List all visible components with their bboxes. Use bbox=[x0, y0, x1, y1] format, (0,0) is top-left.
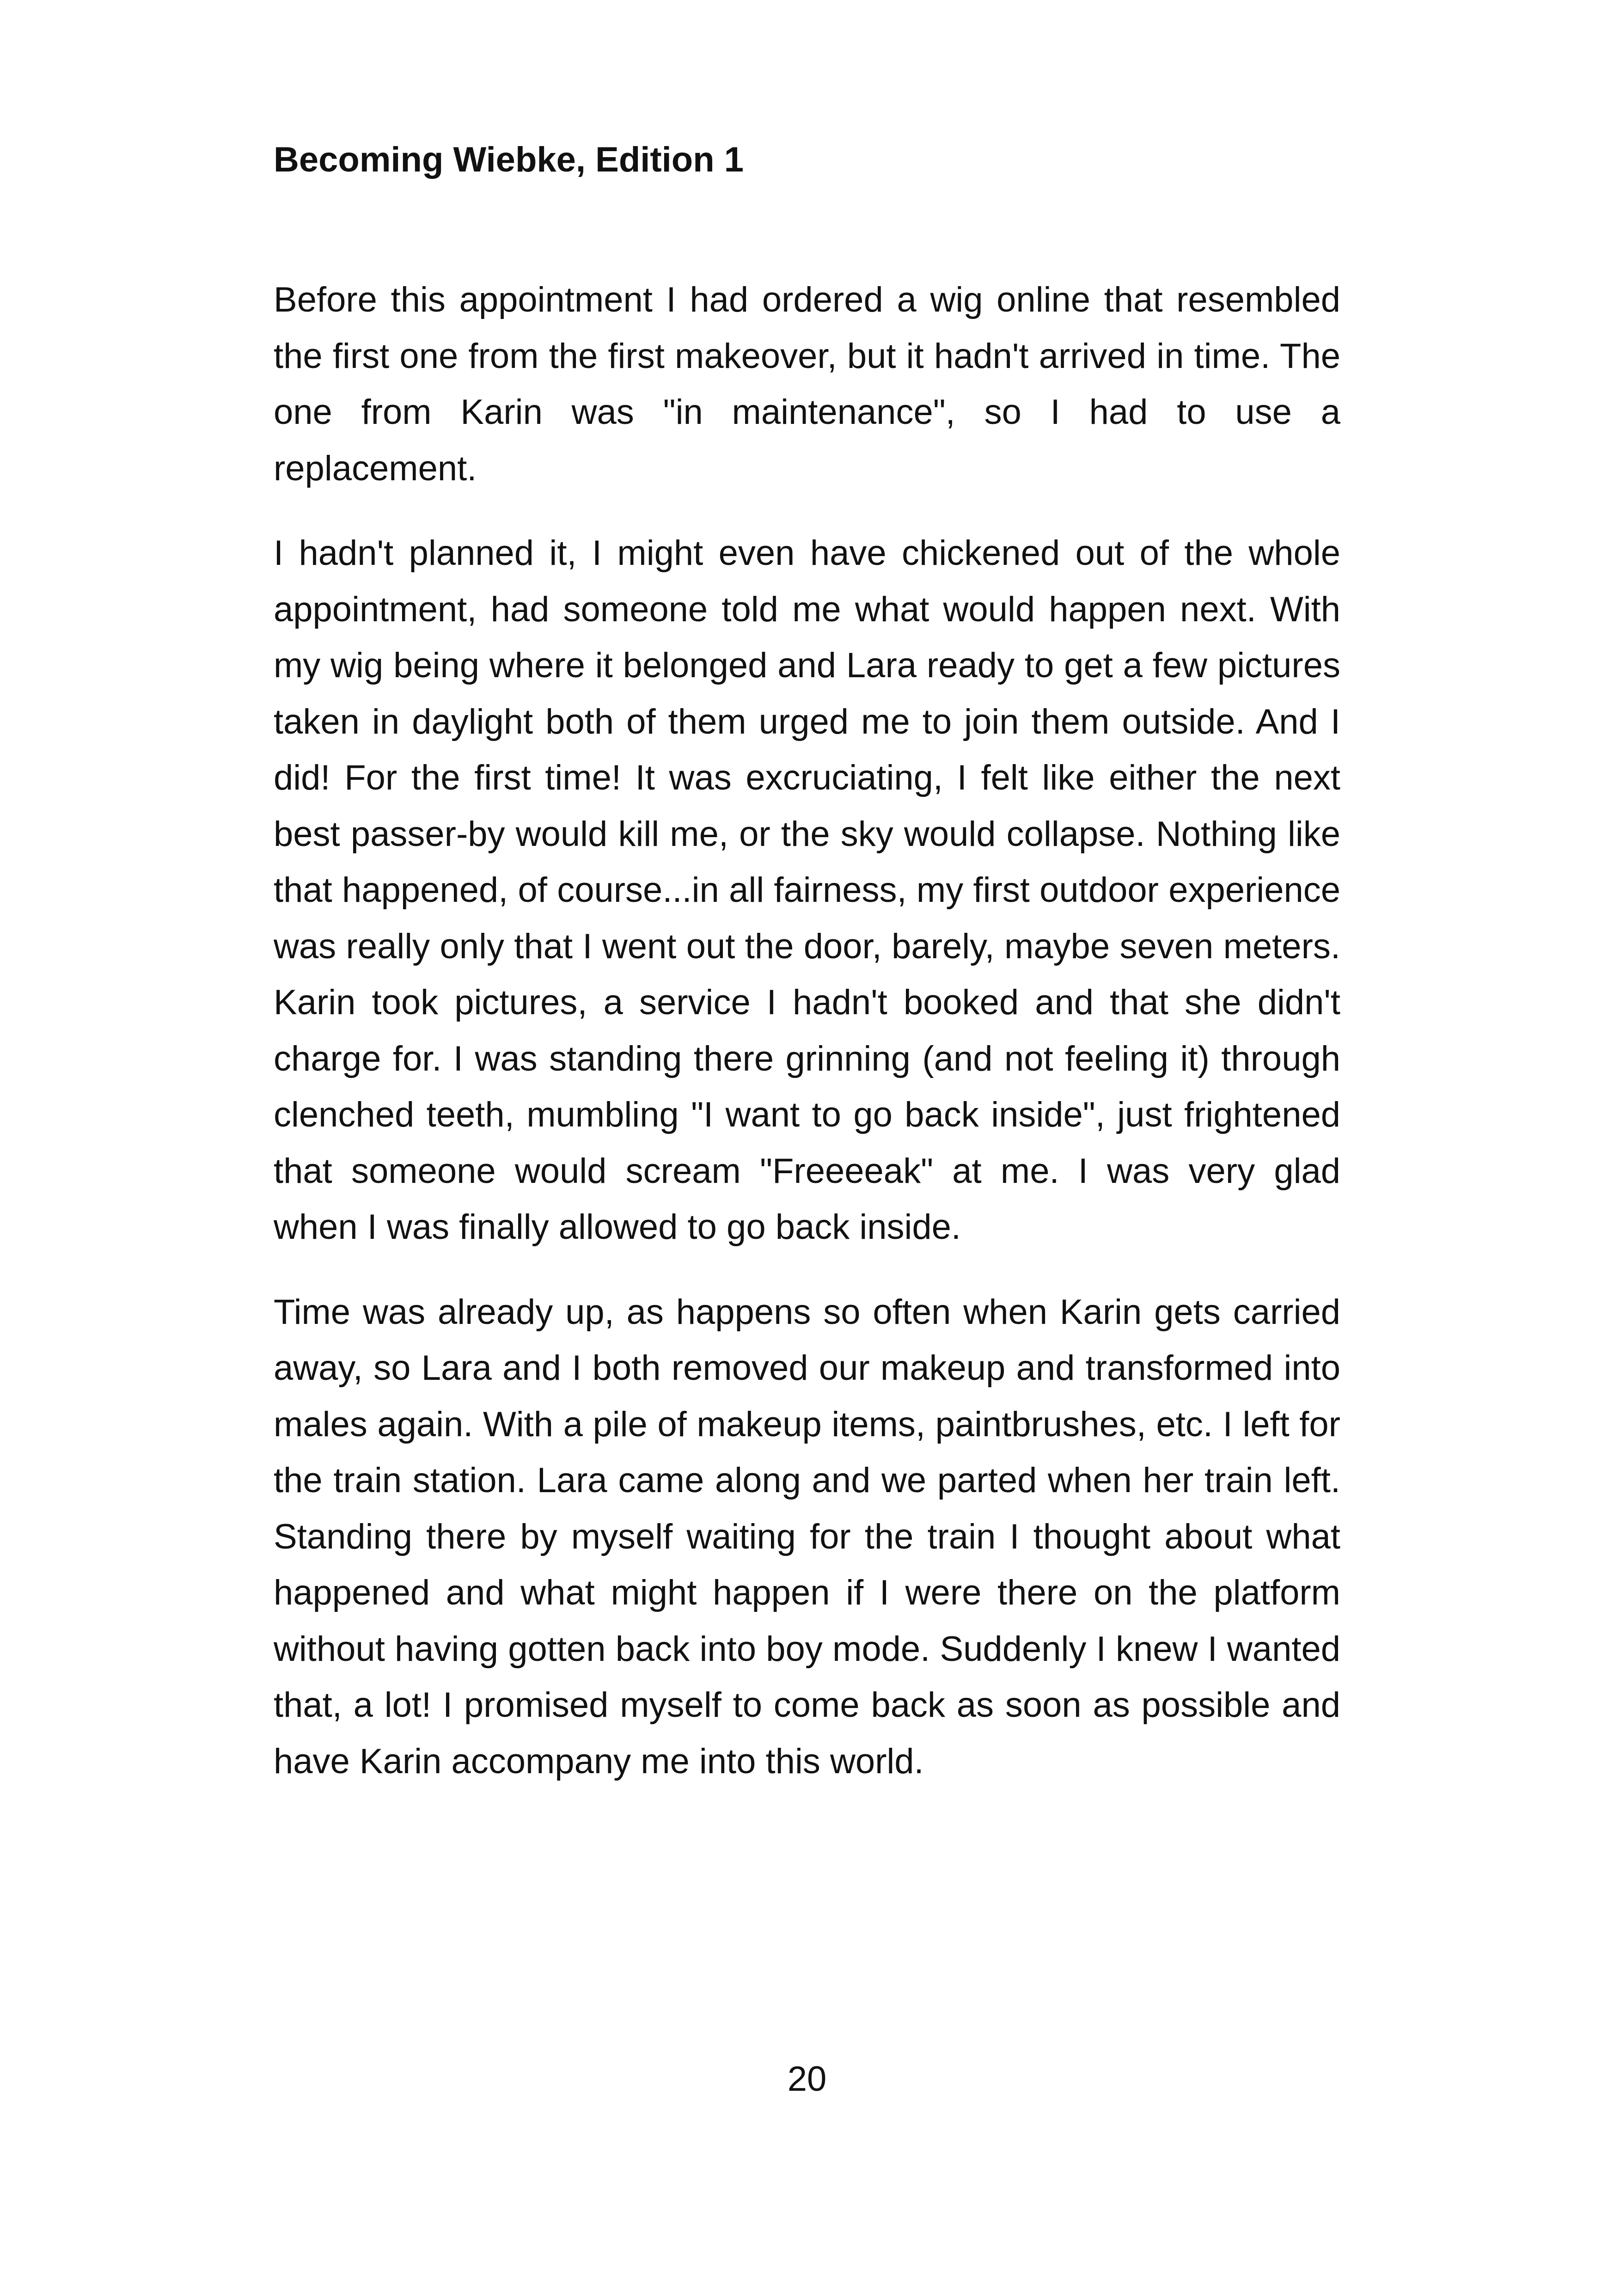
body-text bbox=[274, 272, 1340, 1818]
paragraph-3: Time was already up, as happens so often when Karin gets carried away, so Lara and I both removed our makeup and transformed into males again. With a pile of makeup items, paintbrushes, etc. I left for the train station. Lara came along and we parted when her train left. Standing there by myself waiting for the train I thought about what happened and what might happen if I were there on the platform without having gotten back into boy mode. Suddenly I knew I wanted that, a lot! I promised myself to come back as soon as possible and have Karin accompany me into this world. bbox=[274, 1292, 1340, 1781]
page-number: 20 bbox=[787, 2059, 827, 2099]
paragraph-2: I hadn't planned it, I might even have chickened out of the whole appointment, had someone told me what would happen next. With my wig being where it belonged and Lara ready to get a few pictures taken in daylight both of them urged me to join them outside. And I did! For the first time! It was excruciating, I felt like either the next best passer-by would kill me, or the sky would collapse. Nothing like that happened, of course...in all fairness, my first outdoor experience was really only that I went out the door, barely, maybe seven meters. Karin took pictures, a service I hadn't booked and that she didn't charge for. I was standing there grinning (and not feeling it) through clenched teeth, mumbling "I want to go back inside", just frightened that someone would scream "Freeeeak" at me. I was very glad when I was finally allowed to go back inside. bbox=[274, 533, 1340, 1247]
paragraph-1: Before this appointment I had ordered a wig online that resembled the first one from the first makeover, but it hadn't arrived in time. The one from Karin was "in maintenance", so I had to use a replacement. bbox=[274, 280, 1340, 488]
running-header: Becoming Wiebke, Edition 1 bbox=[274, 140, 744, 179]
